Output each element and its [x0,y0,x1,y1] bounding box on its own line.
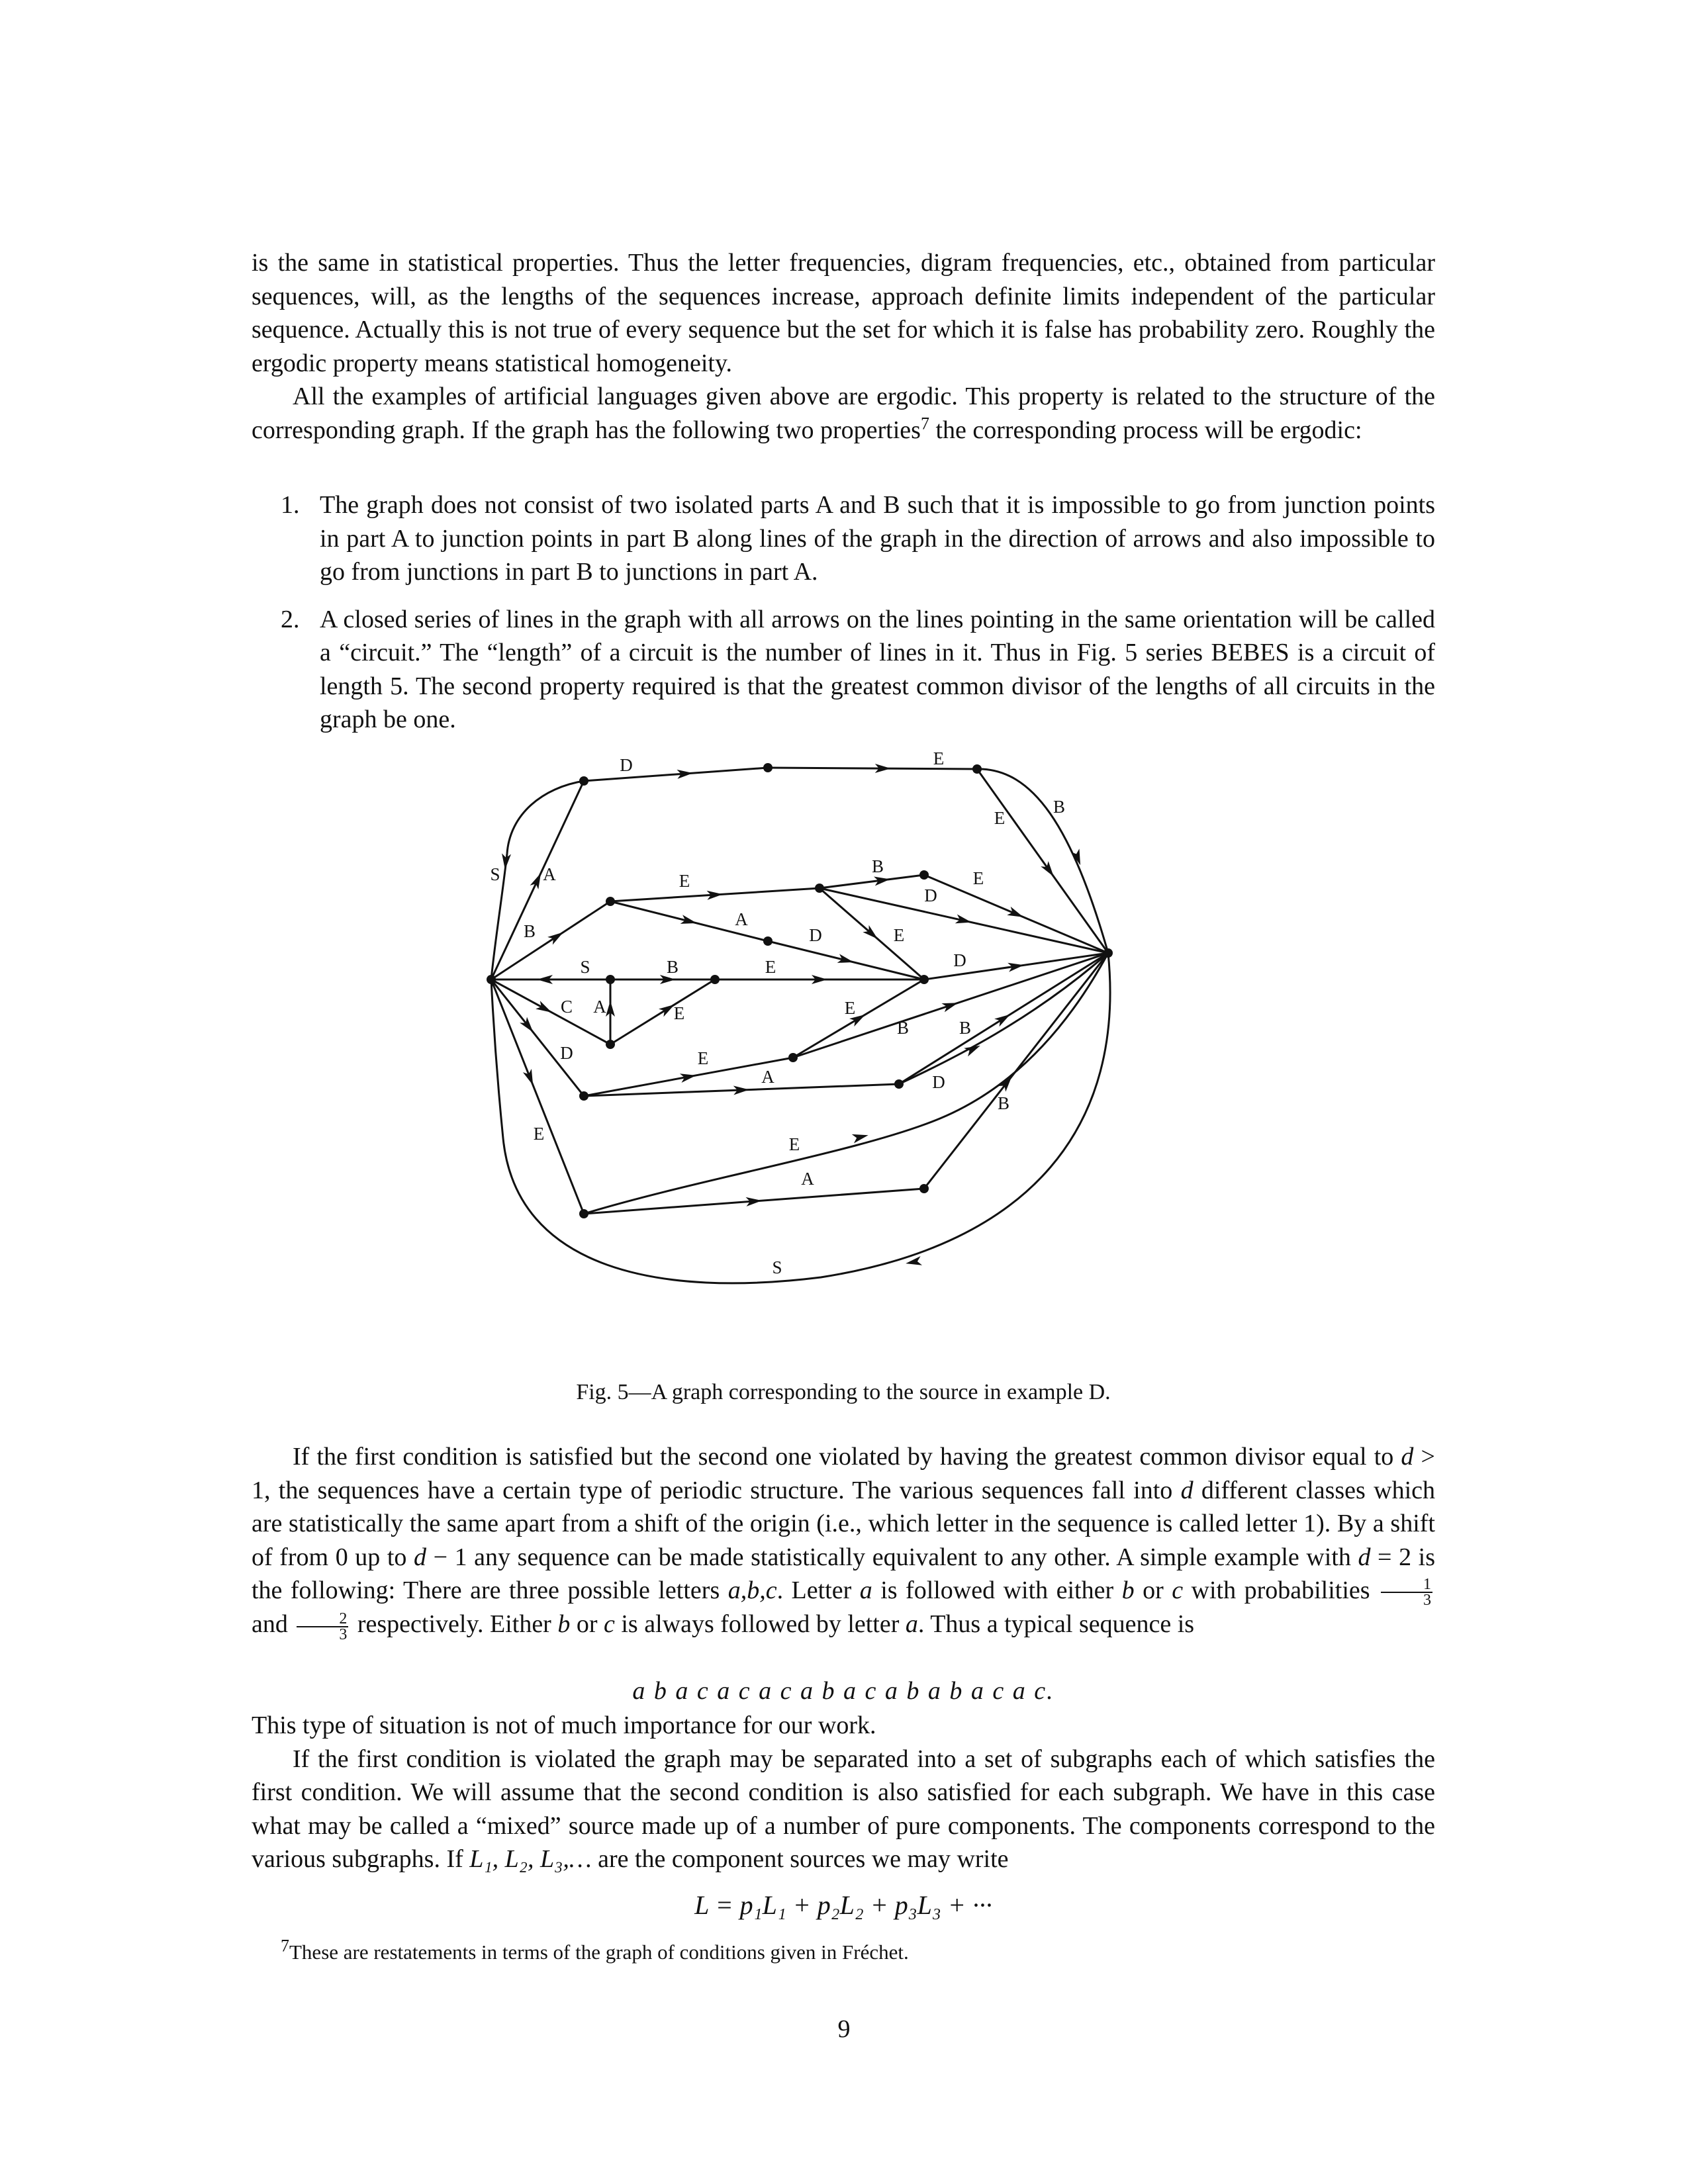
var-a: a [905,1610,918,1639]
edge-label: B [1053,797,1066,817]
var-b: b [557,1610,571,1639]
list-number: 1. [281,491,300,519]
var-letters: a,b,c [727,1576,777,1604]
edge-label: D [809,925,822,945]
edge-label: B [997,1093,1010,1113]
edge-label: C [560,997,573,1017]
arrowhead [547,929,566,945]
edge-label: D [953,950,966,970]
junction-node [919,975,929,984]
footnote-mark: 7 [281,1936,289,1956]
junction-node [894,1079,904,1089]
var-d: d [414,1543,426,1571]
junction-node [487,975,496,984]
edge-label: A [801,1169,814,1189]
edge-label: S [490,864,500,884]
component-sources: L₁, L₂, L₃,… [469,1845,592,1873]
arrowhead [941,999,959,1013]
junction-node [579,1209,588,1218]
list-text: The graph does not consist of two isolated parts A and B such that it is impossible to go from junction points in part A to junction points in part B along lines of the graph in the direction of arrows and also impossible to go from junctions in part B to junctions in part A. [320,491,1435,586]
text-run: or [570,1610,604,1639]
var-b: b [1121,1576,1135,1604]
edge-e-long-right [584,953,1108,1214]
arrowhead [1041,861,1057,880]
edge-label: E [673,1003,685,1023]
text-run: If the first condition is violated the graph may be separated into a set of subgraphs each of which satisfies the first condition. We will assume that the second condition is also satisfied for each subgraph. We have in this case what may be called a “mixed” source made up of a number of pure components. The components correspond to the various subgraphs. If [252,1745,1435,1873]
junction-node [815,884,824,893]
paragraph-ergodic-properties [252,380,1435,447]
var-c: c [1172,1576,1184,1604]
edge-label: E [765,957,776,977]
footnote-ref: 7 [920,413,929,433]
arrowhead [852,1130,870,1143]
property-list [252,488,1435,737]
list-number: 2. [281,605,300,633]
edge-label: D [924,886,937,905]
text-run: or [1134,1576,1172,1604]
junction-node [579,776,588,786]
edge-label: B [896,1018,910,1038]
edge-label: E [533,1124,545,1144]
paragraph-periodic [252,1440,1435,1642]
paragraph-5 [252,1743,1435,1876]
edge-label: B [959,1018,972,1038]
page-number: 9 [837,2015,851,2043]
edge-d-top [584,768,768,781]
fraction-two-thirds: $\frac{2}{3}$ [297,1612,348,1642]
edge-label: D [560,1043,573,1063]
edge-e-top [768,768,977,769]
list-item [252,488,1435,589]
text-run: different classes which are statistically the same apart from a shift of the origin (i.e., which letter in the sequence is called letter 1). By a shift of from 0 up to [252,1476,1436,1571]
edge-label: D [620,755,633,775]
junction-node [606,1040,615,1049]
junction-node [788,1053,798,1062]
text-run: are the component sources we may write [591,1845,1009,1873]
text-run: . Thus a typical sequence is [917,1610,1195,1639]
edge-label: A [735,909,748,929]
text-run: If the first condition is satisfied but the second one violated by having the greatest common divisor equal to [293,1443,1401,1471]
edge-s-bottom-curve [491,953,1110,1283]
paragraph-ergodic-intro [252,246,1435,380]
edge-label: E [933,749,945,768]
mixture-equation [252,1889,1435,1922]
arrowhead [955,915,972,927]
paragraph-mixed [252,1709,1435,1876]
junction-node [606,975,615,984]
text-run: is followed with either [872,1576,1122,1604]
text-run: . Letter [776,1576,860,1604]
paragraph-3 [252,1440,1435,1642]
paragraph-2-tail: the corresponding process will be ergodic: [929,416,1362,444]
paragraph-1: is the same in statistical properties. Thus the letter frequencies, digram frequencies, etc., obtained from particular sequences, will, as the lengths of the sequences increase, approach definite limits independent of the particular sequence. Actually this is not true of every sequence but the set for which it is false has probability zero. Roughly the ergodic property means statistical homogeneity. [252,249,1435,377]
junction-node [919,1184,929,1193]
edge-label: B [523,921,536,941]
figure-caption: Fig. 5—A graph corresponding to the source in example D. [576,1380,1111,1404]
text-run: is always followed by letter [614,1610,906,1639]
text-run: > 1, the sequences have a certain type of periodic structure. The various sequences fall into [252,1443,1435,1504]
edge-label: E [697,1048,709,1068]
figure-5-graph [490,749,1205,1363]
edge-label: S [772,1257,782,1277]
edge-label: S [580,957,590,977]
junction-node [1103,948,1113,958]
arrowhead [837,954,855,966]
text-run: with probabilities [1183,1576,1379,1604]
typical-sequence: a b a c a c a c a b a c a b a b a c a c. [632,1677,1055,1705]
edge-label: E [994,808,1006,828]
edge-label: D [932,1072,945,1092]
paragraph-4: This type of situation is not of much importance for our work. [252,1711,876,1739]
edge-label: A [543,864,556,884]
paragraph-2 [252,380,1435,447]
text-run: and [252,1610,295,1639]
junction-node [710,975,720,984]
edge-label: A [761,1067,774,1087]
var-c: c [604,1610,615,1639]
edge-label: B [666,957,679,977]
text-run: respectively. Either [351,1610,558,1639]
junction-node [763,936,773,946]
edge-label: E [972,868,984,888]
arrowhead [523,1069,538,1087]
junction-node [763,763,773,772]
footnote [281,1936,909,1966]
arrowhead [500,853,511,870]
junction-node [606,897,615,906]
var-a: a [859,1576,872,1604]
equation-text: L = p₁L₁ + p₂L₂ + p₃L₃ + ··· [694,1890,992,1920]
footnote-text: These are restatements in terms of the graph of conditions given in Fréchet. [289,1940,909,1964]
text-run: = 2 is the following: There are three possible letters [252,1543,1435,1604]
arrowhead [1007,907,1025,921]
paragraph-2-text: All the examples of artificial languages given above are ergodic. This property is related to the structure of the corresponding graph. If the graph has the following two properties [252,383,1435,444]
fraction-one-third: $\frac{1}{3}$ [1381,1577,1432,1608]
var-d: d [1180,1476,1194,1504]
edge-label: B [871,856,884,876]
junction-node [579,1091,588,1101]
junction-node [919,870,929,880]
junction-node [972,764,982,774]
edge-b-upper [820,875,924,888]
edge-label: E [893,925,905,945]
edge-label: E [844,998,856,1018]
arrowhead [680,1071,697,1083]
edge-label: E [788,1134,800,1154]
var-d: d [1358,1543,1371,1571]
text-run: − 1 any sequence can be made statistically equivalent to any other. A simple example with [426,1543,1358,1571]
list-item [252,603,1435,737]
edge-e-lower [610,979,715,1044]
list-text: A closed series of lines in the graph with all arrows on the lines pointing in the same orientation will be called a “circuit.” The “length” of a circuit is the number of lines in it. Thus in Fig. 5 series BEBES is a circuit of length 5. The second property required is that the greatest common divisor of the lengths of all circuits in the graph be one. [320,605,1435,733]
var-d: d [1401,1443,1414,1471]
arrowhead [536,1001,554,1017]
edge-label: A [593,997,606,1017]
edge-label: E [679,871,690,891]
arrowhead [680,915,698,927]
